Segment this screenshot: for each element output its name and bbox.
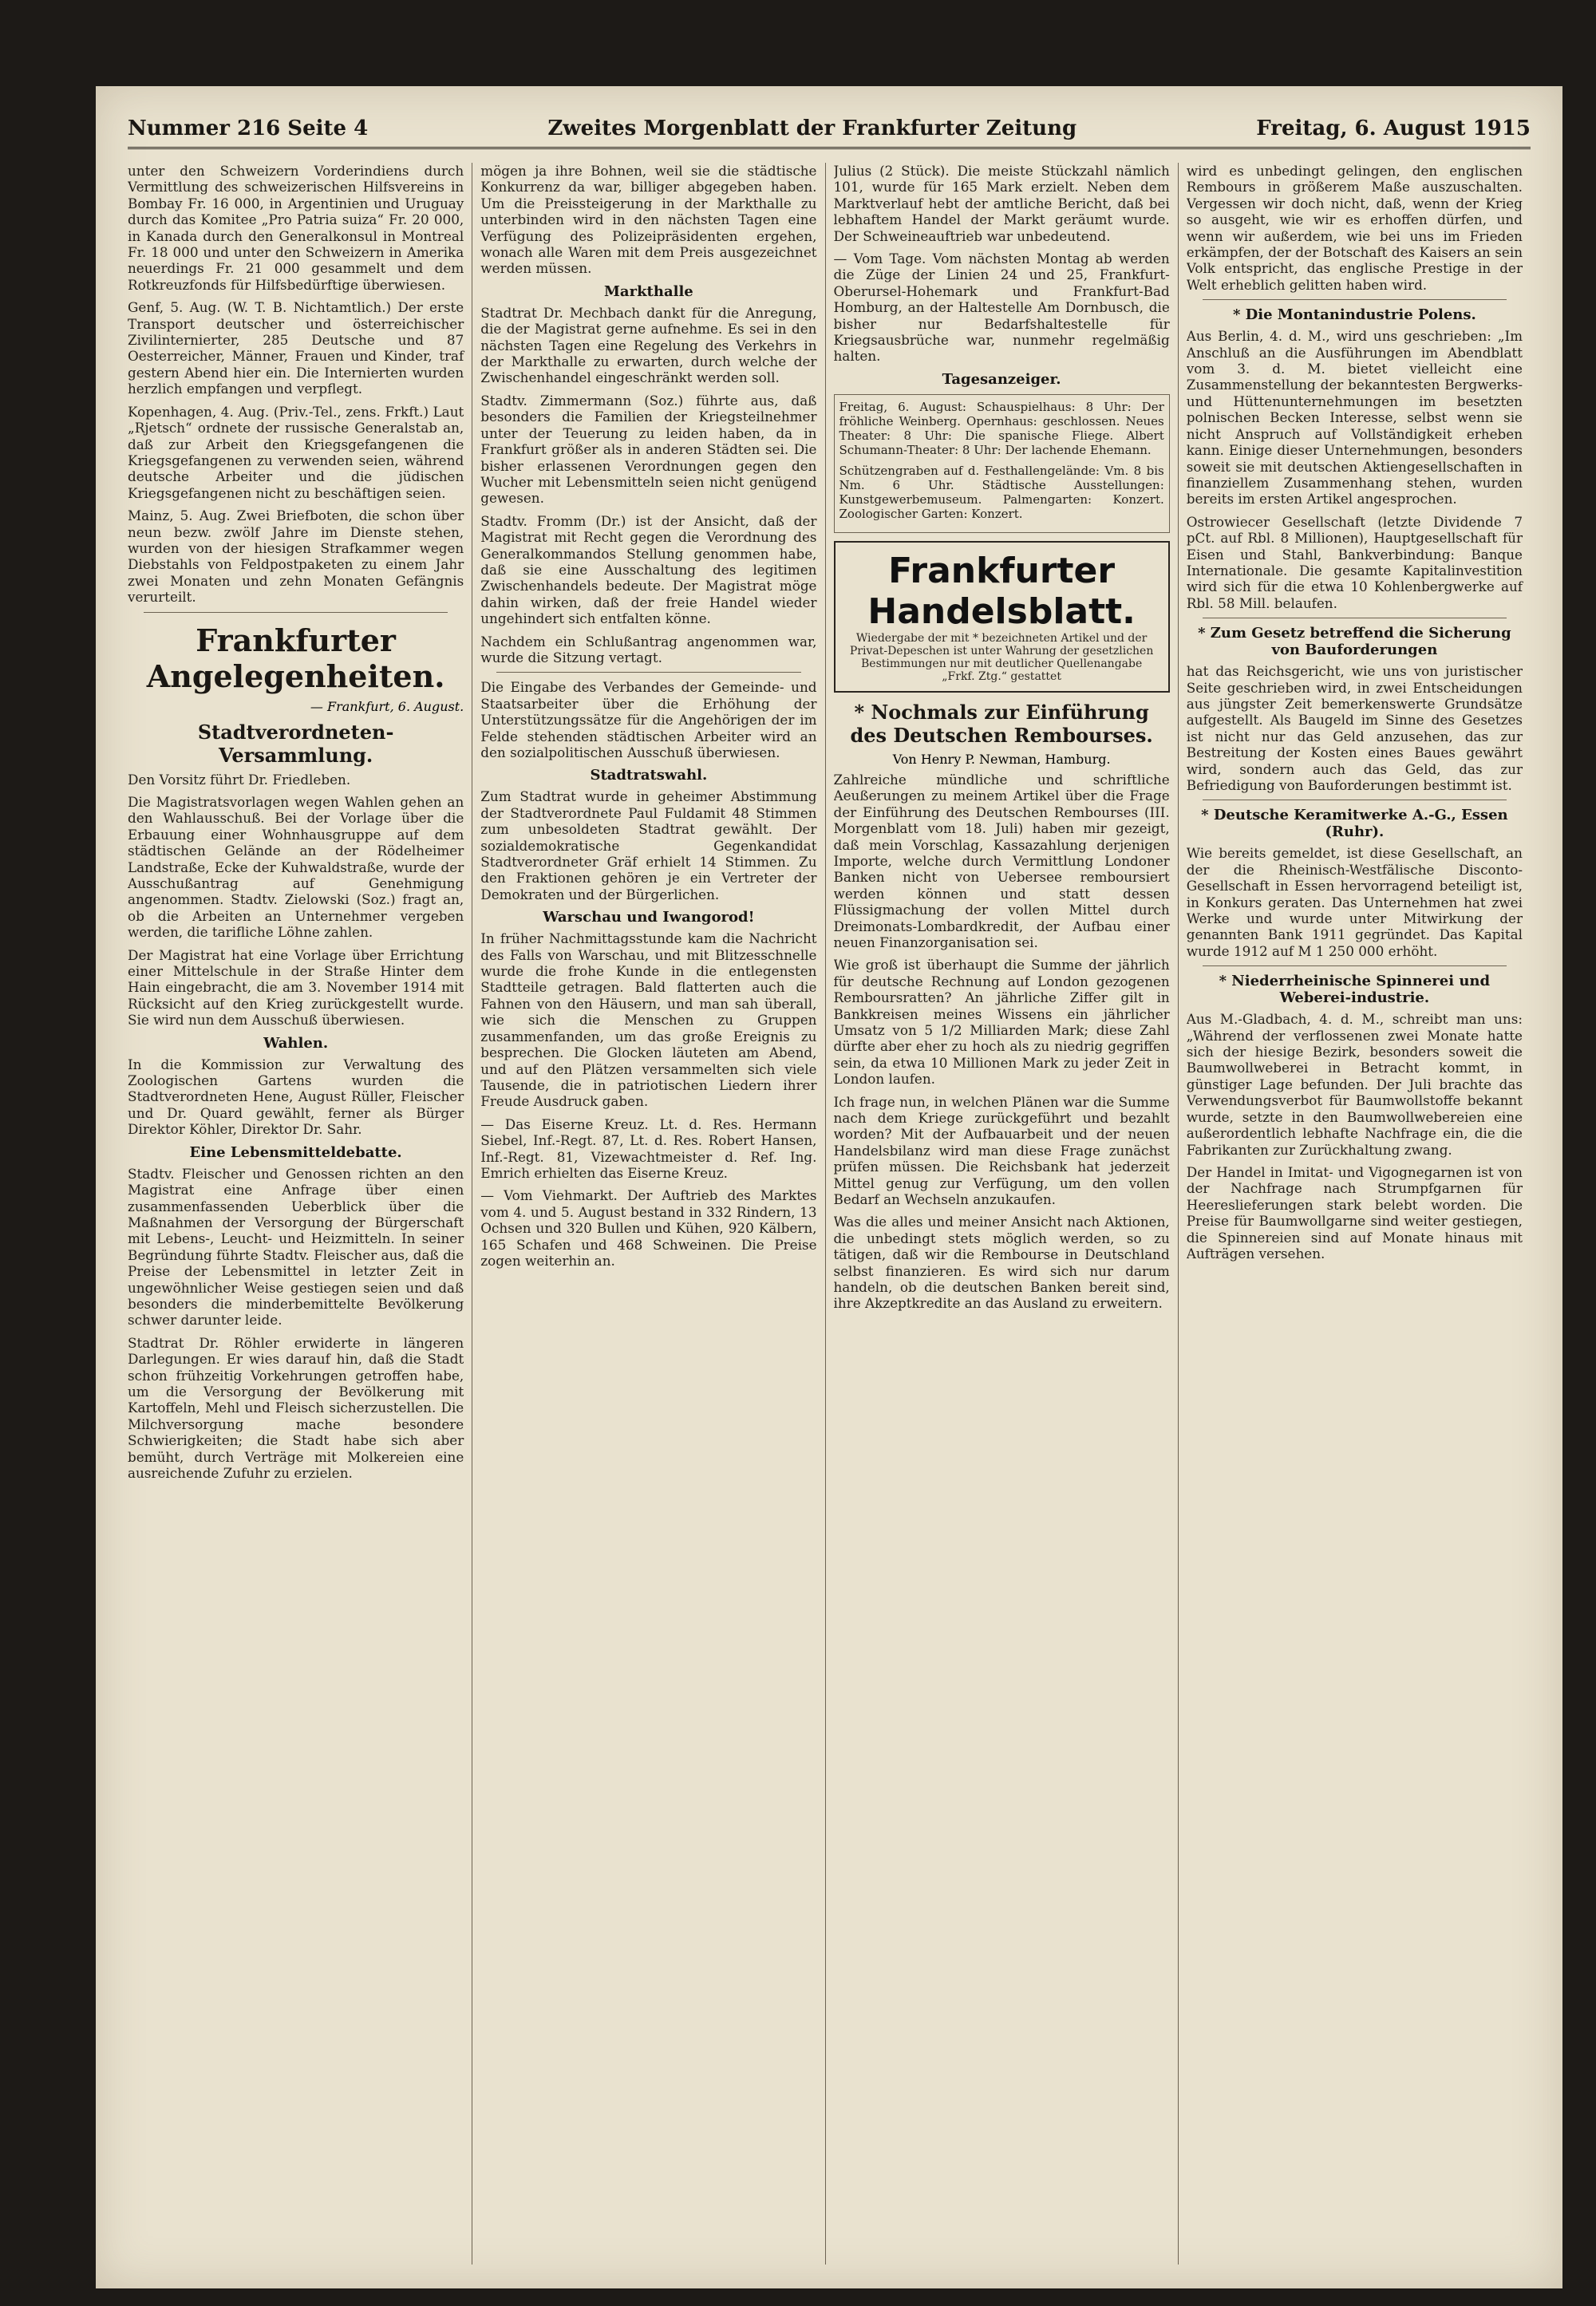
paragraph: Stadtv. Fromm (Dr.) ist der Ansicht, daß der Magistrat mit Recht gegen die Verordnung des Generalkommandos Stellung genommen habe, daß sie eine Ausschaltung des legitimen Zwischenhandels bedeute. Der Magistrat möge dahin wirken, daß der freie Handel wieder ungehindert sich entfalten könne. <box>480 512 817 627</box>
page-number: Nummer 216 Seite 4 <box>128 116 369 140</box>
banner-title: Frankfurter Handelsblatt. <box>867 550 1136 632</box>
paragraph: — Vom Tage. Vom nächsten Montag ab werden die Züge der Linien 24 und 25, Frankfurt-Oberursel-Hohemark und Frankfurt-Bad Homburg, an der Haltestelle Am Dornbusch, die bisher nur Bedarfshaltestelle für Kriegsausbrüche war, nunmehr regelmäßig halten. <box>833 251 1170 365</box>
subheading: Wahlen. <box>263 1034 329 1052</box>
listings-box <box>834 394 1170 533</box>
paragraph: — Das Eiserne Kreuz. Lt. d. Res. Hermann Siebel, Inf.-Regt. 87, Lt. d. Res. Robert Hansen, Inf.-Regt. 81, Vizewachtmeister d. Ref. Ing. Emrich erhielten das Eiserne Kreuz. <box>480 1115 817 1181</box>
paragraph: — Vom Viehmarkt. Der Auftrieb des Marktes vom 4. und 5. August bestand in 332 Rindern, 13 Ochsen und 320 Bullen und Kühen, 920 Kälbern, 165 Schafen und 468 Schweinen. Die Preise zogen weiterhin an. <box>480 1187 817 1269</box>
columns <box>128 163 1531 2265</box>
paragraph: Wie groß ist überhaupt die Summe der jährlich für deutsche Rechnung auf London gezogenen Remboursratten? An jährliche Ziffer gilt in Bankkreisen meines Wissens ein jährlicher Umsatz von 5 1/2 Milliarden Mark; diese Zahl dürfte aber eher zu hoch als zu niedrig gegriffen sein, da etwa 10 Millionen Mark zu jeder Zeit in London laufen. <box>833 957 1170 1088</box>
divider <box>1203 965 1507 966</box>
section-banner <box>834 541 1170 693</box>
paragraph: Was die alles und meiner Ansicht nach Aktionen, die unbedingt stets möglich werden, so zu tätigen, daß wir die Rembourse in Deutschland selbst finanzieren. Es wird sich nur darum handeln, ob die deutschen Banken bereit sind, ihre Akzeptkredite an das Ausland zu erweitern. <box>833 1214 1170 1312</box>
article-title: * Die Montanindustrie Polens. <box>1232 306 1476 324</box>
article-title: * Zum Gesetz betreffend die Sicherung von Bauforderungen <box>1198 625 1511 659</box>
masthead <box>128 110 1531 149</box>
paper-title: Zweites Morgenblatt der Frankfurter Zeitung <box>547 116 1077 140</box>
article-title: * Deutsche Keramitwerke A.-G., Essen (Ruhr). <box>1201 807 1508 841</box>
divider <box>144 612 448 613</box>
article-title: * Niederrheinische Spinnerei und Weberei-industrie. <box>1219 973 1491 1007</box>
subheading: Tagesanzeiger. <box>942 370 1061 388</box>
column-4 <box>1187 163 1531 2265</box>
paragraph: Die Eingabe des Verbandes der Gemeinde- und Staatsarbeiter über die Erhöhung der Unterstützungssätze für die Angehörigen der im Felde stehenden städtischen Arbeiter wird an den sozialpolitischen Ausschuß überwiesen. <box>480 679 817 760</box>
paragraph: Der Handel in Imitat- und Vigognegarnen ist von der Nachfrage nach Strumpfgarnen für Heereslieferungen stark belebt worden. Die Preise für Baumwollgarne sind weiter gestiegen, die Spinnereien sind auf Monate hinaus mit Aufträgen versehen. <box>1186 1163 1523 1262</box>
paragraph: Den Vorsitz führt Dr. Friedleben. <box>128 771 351 788</box>
paragraph: unter den Schweizern Vorderindiens durch Vermittlung des schweizerischen Hilfsvereins in Bombay Fr. 16 000, in Argentinien und Uruguay durch das Komitee „Pro Patria suiza“ Fr. 20 000, in Kanada durch den Generalkonsul in Montreal Fr. 18 000 und unter den Schweizern in Amerika neuerdings Fr. 21 000 gesammelt und dem Rotkreuzfonds für Hilfsbedürftige überwiesen. <box>128 163 464 293</box>
listing-text: Freitag, 6. August: Schauspielhaus: 8 Uhr: Der fröhliche Weinberg. Opernhaus: geschlossen. Neues Theater: 8 Uhr: Die spanische Fliege. Albert Schumann-Theater: 8 Uhr: Der lachende Ehemann. <box>839 399 1164 457</box>
divider <box>496 672 800 673</box>
paragraph: hat das Reichsgericht, wie uns von juristischer Seite geschrieben wird, in zwei Entscheidungen aus jüngster Zeit bemerkenswerte Grundsätze aufgestellt. Als Baugeld im Sinne des Gesetzes ist nicht nur das Geld anzusehen, das zur Bestreitung der Kosten eines Baues gewährt wird, sondern auch das Geld, das zur Befriedigung von Bauforderungen bestimmt ist. <box>1186 663 1523 793</box>
paragraph: Mainz, 5. Aug. Zwei Briefboten, die schon über neun bezw. zwölf Jahre im Dienste stehen, wurden von der hiesigen Strafkammer wegen Diebstahls von Feldpostpaketen zu einem Jahr zwei Monaten und zehn Monaten Gefängnis verurteilt. <box>128 507 464 606</box>
banner-subtitle: Wiedergabe der mit * bezeichneten Artikel und der Privat-Depeschen ist unter Wahrung der gesetzlichen Bestimmungen nur mit deutlicher Quellenangabe „Frkf. Ztg.“ gestattet <box>849 631 1154 683</box>
paragraph: Die Magistratsvorlagen wegen Wahlen gehen an den Wahlausschuß. Bei der Vorlage über die Erbauung einer Wohnhausgruppe auf dem städtischen Gelände an der Rödelheimer Landstraße, Ecke der Kuhwaldstraße, wurde der Ausschußantrag auf Genehmigung angenommen. Stadtv. Zielowski (Soz.) fragt an, ob die Arbeiten an Unternehmer vergeben werden, die tarifliche Löhne zahlen. <box>128 793 464 941</box>
paragraph: Stadtv. Zimmermann (Soz.) führte aus, daß besonders die Familien der Kriegsteilnehmer unter der Teuerung zu leiden haben, da in Frankfurt größer als in anderen Städten sei. Die bisher erlassenen Verordnungen gegen den Wucher mit Lebensmitteln seien nicht genügend gewesen. <box>480 392 817 507</box>
paragraph: mögen ja ihre Bohnen, weil sie die städtische Konkurrenz da war, billiger abgegeben haben. Um die Preissteigerung in der Markthalle zu unterbinden wird in den nächsten Tagen eine Verfügung des Polizeipräsidenten ergehen, wonach alle Waren mit dem Preis ausgezeichnet werden müssen. <box>480 163 817 277</box>
subheading: Stadtverordneten-Versammlung. <box>197 720 394 767</box>
subheading: Markthalle <box>604 282 693 300</box>
paragraph: Wie bereits gemeldet, ist diese Gesellschaft, an der die Rheinisch-Westfälische Disconto-Gesellschaft in Essen hervorragend beteiligt ist, in Konkurs geraten. Das Unternehmen hat zwei Werke und wurde unter Mitwirkung der genannten Bank 1911 gegründet. Das Kapital wurde 1912 auf M 1 250 000 erhöht. <box>1186 845 1523 959</box>
paragraph: Stadtrat Dr. Mechbach dankt für die Anregung, die der Magistrat gerne aufnehme. Es sei in den nächsten Tagen eine Regelung des Verkehrs in der Markthalle zu erwarten, durch welche der Zwischenhandel eingeschränkt werden soll. <box>480 304 817 386</box>
paragraph: Aus Berlin, 4. d. M., wird uns geschrieben: „Im Anschluß an die Ausführungen im Abendblatt vom 3. d. M. bietet vielleicht eine Zusammenstellung der bekanntesten Bergwerks- und Hüttenunternehmungen im besetzten polnischen Becken Interesse, selbst wenn sie nicht Anspruch auf Vollständigkeit erheben kann. Einige dieser Unternehmungen, besonders soweit sie mit deutschen Aktiengesellschaften in finanziellem Zusammenhang stehen, wurden bereits im ersten Artikel angesprochen. <box>1186 328 1523 507</box>
paragraph: Ich frage nun, in welchen Plänen war die Summe nach dem Kriege zurückgeführt und bezahlt worden? Mit der Aufbauarbeit und der neuen Handelsbilanz wird man diese Frage zunächst prüfen müssen. Die Reichsbank hat jederzeit Mittel genug zur Verfügung, um den vollen Bedarf an Wechseln anzukaufen. <box>833 1093 1170 1208</box>
dateline: — Frankfurt, 6. August. <box>310 698 464 714</box>
paragraph: In die Kommission zur Verwaltung des Zoologischen Gartens wurden die Stadtverordneten Hene, August Rüller, Fleischer und Dr. Quard gewählt, ferner als Bürger Direktor Köhler, Direktor Dr. Sahr. <box>128 1056 464 1138</box>
paragraph: Aus M.-Gladbach, 4. d. M., schreibt man uns: „Während der verflossenen zwei Monate hatte sich der hiesige Bezirk, besonders soweit die Baumwollweberei in Betracht kommt, in günstiger Lage befunden. Der Juli brachte das Verwendungsverbot für Baumwollstoffe bekannt wurde, setzte in den Baumwollwebereien eine außerordentlich lebhafte Nachfrage ein, die die Fabrikanten zur Zurückhaltung zwang. <box>1186 1011 1523 1158</box>
paragraph: Julius (2 Stück). Die meiste Stückzahl nämlich 101, wurde für 165 Mark erzielt. Neben dem Marktverlauf hebt der amtliche Bericht, daß bei lebhaftem Handel der Markt geräumt wurde. Der Schweineauftrieb war unbedeutend. <box>833 163 1170 244</box>
paragraph: Zum Stadtrat wurde in geheimer Abstimmung der Stadtverordnete Paul Fuldamit 48 Stimmen zum unbesoldeten Stadtrat gewählt. Der sozialdemokratische Gegenkandidat Stadtverordneter Gräf erhielt 14 Stimmen. Zu den Fraktionen gehören je ein Vertreter der Demokraten und der Bürgerlichen. <box>480 788 817 902</box>
column-1 <box>128 163 472 2265</box>
paragraph: Der Magistrat hat eine Vorlage über Errichtung einer Mittelschule in der Straße Hinter dem Hain eingebracht, die am 3. November 1914 mit Rücksicht auf den Krieg zurückgestellt wurde. Sie wird nun dem Ausschuß überwiesen. <box>128 946 464 1029</box>
paragraph: Stadtv. Fleischer und Genossen richten an den Magistrat eine Anfrage über einen zusammenfassenden Ueberblick über die Maßnahmen der Versorgung der Bürgerschaft mit Lebens-, Leucht- und Heizmitteln. In seiner Begründung führte Stadtv. Fleischer aus, daß die Preise der Lebensmittel in letzter Zeit in ungewöhnlicher Weise gestiegen seien und daß besonders die minderbemittelte Bevölkerung schwer darunter leide. <box>128 1165 464 1329</box>
paragraph: In früher Nachmittagsstunde kam die Nachricht des Falls von Warschau, und mit Blitzesschnelle wurde die frohe Kunde in die entlegensten Stadtteile getragen. Bald flatterten auch die Fahnen von den Häusern, und man sah überall, wie sich die Menschen zu Gruppen zusammenfanden, um das große Ereignis zu besprechen. Die Glocken läuteten am Abend, und auf den Plätzen versammelten sich viele Tausende, die in patriotischen Liedern ihrer Freude Ausdruck gaben. <box>480 930 817 1110</box>
byline: Von Henry P. Newman, Hamburg. <box>892 751 1111 767</box>
paragraph: Zahlreiche mündliche und schriftliche Aeußerungen zu meinem Artikel über die Frage der Einführung des Deutschen Rembourses (III. Morgenblatt vom 18. Juli) haben mir gezeigt, daß mein Vorschlag, Kassazahlung derjenigen Importe, welche durch Vermittlung Londoner Banken nicht von Uebersee remboursiert werden können und statt dessen Flüssigmachung der vollen Mittel durch Dreimonats-Lombardkredit, der Aufbau einer neuen Finanzorganisation sei. <box>833 771 1170 950</box>
newspaper-page <box>96 86 1562 2288</box>
subheading: Stadtratswahl. <box>590 767 708 784</box>
paragraph: wird es unbedingt gelingen, den englischen Rembours in größerem Maße auszuschalten. Vergessen wir doch nicht, daß, wenn der Krieg so ausgeht, wie wir es erhoffen dürfen, und wenn wir außerdem, wie bei uns im Frieden erkämpfen, der der Botschaft des Kaisers an sein Volk entspricht, das englische Prestige in der Welt erheblich gelitten haben wird. <box>1186 163 1523 293</box>
subheading: Eine Lebensmitteldebatte. <box>189 1143 402 1161</box>
article-title: * Nochmals zur Einführung des Deutschen Rembourses. <box>850 700 1153 747</box>
column-3 <box>834 163 1179 2265</box>
paragraph: Stadtrat Dr. Röhler erwiderte in längeren Darlegungen. Er wies darauf hin, daß die Stadt schon frühzeitig Vorkehrungen getroffen habe, um die Versorgung der Bevölkerung mit Kartoffeln, Mehl und Fleisch sicherzustellen. Die Milchversorgung mache besondere Schwierigkeiten; die Stadt habe sich aber bemüht, durch Verträge mit Molkereien eine ausreichende Zufuhr zu erzielen. <box>128 1334 464 1481</box>
section-heading: Frankfurter Angelegenheiten. <box>146 622 445 694</box>
paragraph: Genf, 5. Aug. (W. T. B. Nichtamtlich.) Der erste Transport deutscher und österreichischer Zivilinternierter, 285 Deutsche und 87 Oesterreicher, Männer, Frauen und Kinder, traf gestern Abend hier ein. Die Internierten wurden herzlich empfangen und verpflegt. <box>128 299 464 397</box>
listing-text: Schützengraben auf d. Festhallengelände: Vm. 8 bis Nm. 6 Uhr. Städtische Ausstellungen: Kunstgewerbemuseum. Palmengarten: Konzert. Zoologischer Garten: Konzert. <box>839 463 1164 521</box>
column-2 <box>480 163 825 2265</box>
divider <box>1203 299 1507 300</box>
paragraph: Kopenhagen, 4. Aug. (Priv.-Tel., zens. Frkft.) Laut „Rjetsch“ ordnete der russische Generalstab an, daß zur Arbeit den Kriegsgefangenen die Kriegsgefangenen zu verwenden seien, während deutsche Arbeiter und die jüdischen Kriegsgefangenen nicht zu beschäftigen seien. <box>128 403 464 501</box>
paragraph: Nachdem ein Schlußantrag angenommen war, wurde die Sitzung vertagt. <box>480 633 817 665</box>
issue-date: Freitag, 6. August 1915 <box>1256 116 1531 140</box>
subheading: Warschau und Iwangorod! <box>543 909 755 926</box>
paragraph: Ostrowiecer Gesellschaft (letzte Dividende 7 pCt. auf Rbl. 8 Millionen), Hauptgesellschaft für Eisen und Stahl, Bankverbindung: Banque Internationale. Die gesamte Kapitalinvestition wird sich für die etwa 10 Kohlenbergwerke auf Rbl. 58 Mill. belaufen. <box>1186 513 1523 611</box>
